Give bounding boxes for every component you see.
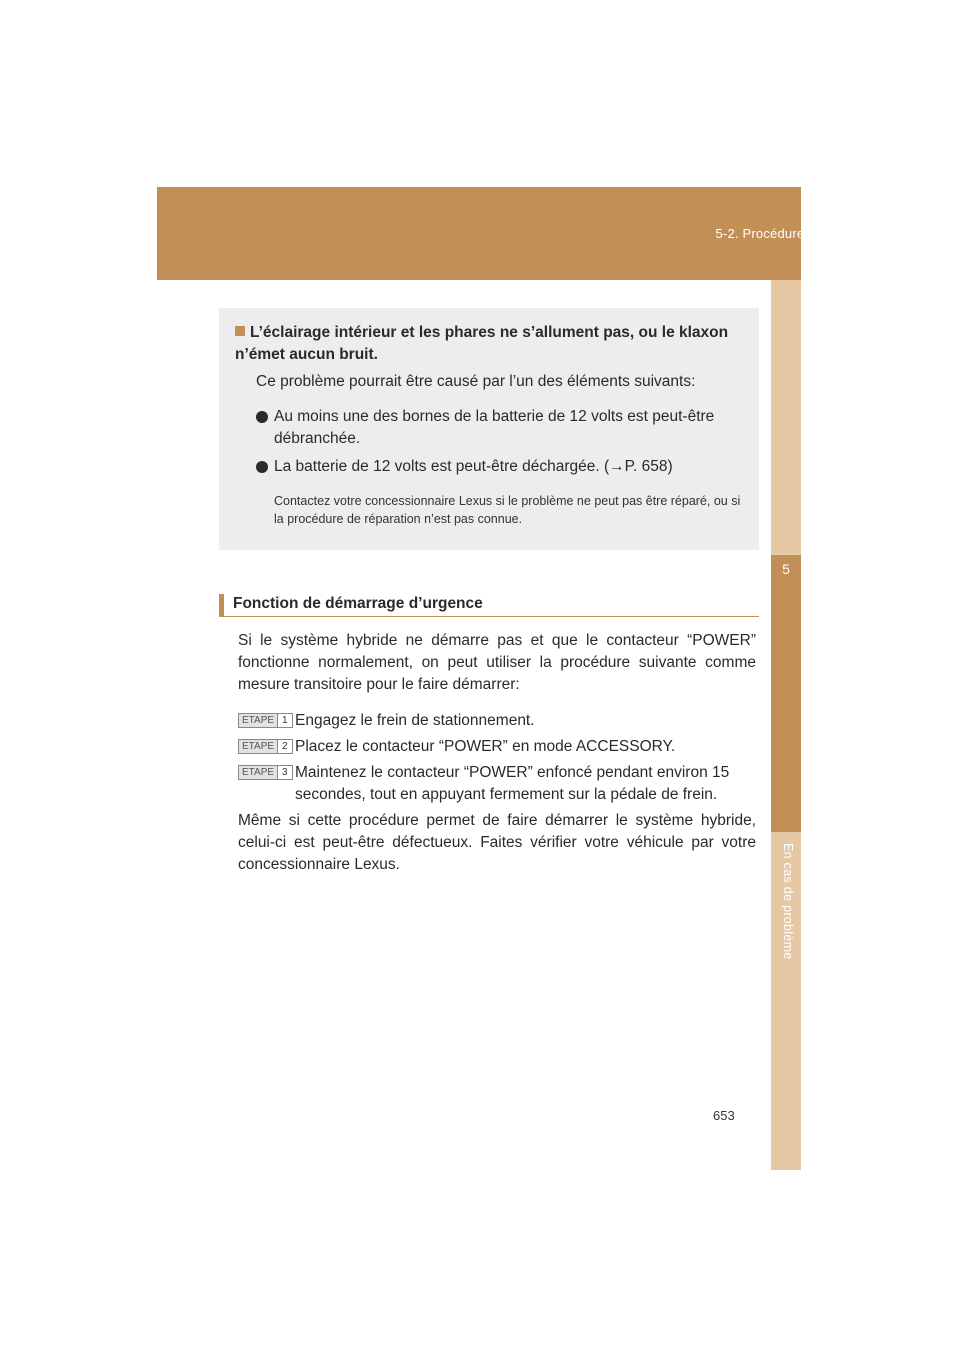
info-heading-text: L’éclairage intérieur et les phares ne s’allument pas, ou le klaxon n’émet aucun bruit. xyxy=(235,324,729,363)
step-text: Placez le contacteur “POWER” en mode ACCESSORY. xyxy=(295,738,676,755)
bullet-item xyxy=(256,406,751,450)
info-note: Contactez votre concessionnaire Lexus si le problème ne peut pas être réparé, ou si la procédure de réparation n’est pas connue. xyxy=(274,494,741,526)
bullet-text: Au moins une des bornes de la batterie de 12 volts est peut-être débranchée. xyxy=(274,408,715,447)
conclusion-paragraph: Même si cette procédure permet de faire démarrer le système hybride, celui-ci est peut-être défectueux. Faites vérifier votre véhicule par votre concessionnaire Lexus. xyxy=(238,812,756,873)
step-text: Maintenez le contacteur “POWER” enfoncé pendant environ 15 secondes, tout en appuyant fermement sur la pédale de frein. xyxy=(295,764,730,803)
step-badge-number: 3 xyxy=(277,766,292,779)
section-heading-text: Fonction de démarrage d’urgence xyxy=(233,595,483,612)
step-badge-number: 1 xyxy=(277,714,292,727)
bullet-dot-icon xyxy=(256,411,268,423)
section-title: 5-2. Procédures en cas d’urgence xyxy=(715,226,917,241)
bullet-dot-icon xyxy=(256,461,268,473)
intro-paragraph: Si le système hybride ne démarre pas et que le contacteur “POWER” fonctionne normalement, on peut utiliser la procédure suivante comme mesure transitoire pour le faire démarrer: xyxy=(238,632,756,693)
section-heading xyxy=(219,594,759,617)
info-intro: Ce problème pourrait être causé par l’un des éléments suivants: xyxy=(256,373,696,390)
step-badge xyxy=(238,739,293,754)
square-bullet-icon xyxy=(235,326,245,336)
heading-accent-bar xyxy=(219,594,224,616)
step-badge-label: ETAPE xyxy=(239,766,277,779)
chapter-tab[interactable] xyxy=(771,555,801,832)
chapter-label: En cas de problème xyxy=(781,843,795,960)
step-badge-number: 2 xyxy=(277,740,292,753)
bullet-text: La batterie de 12 volts est peut-être déchargée. (→P. 658) xyxy=(274,458,673,475)
info-heading xyxy=(235,322,745,366)
step-badge xyxy=(238,713,293,728)
bullet-item xyxy=(256,456,751,478)
step-badge-label: ETAPE xyxy=(239,714,277,727)
page-number: 653 xyxy=(713,1108,735,1123)
step-badge xyxy=(238,765,293,780)
step-badge-label: ETAPE xyxy=(239,740,277,753)
header-band xyxy=(157,187,801,280)
info-box xyxy=(219,308,759,550)
chapter-number: 5 xyxy=(782,561,790,577)
step-text: Engagez le frein de stationnement. xyxy=(295,712,535,729)
